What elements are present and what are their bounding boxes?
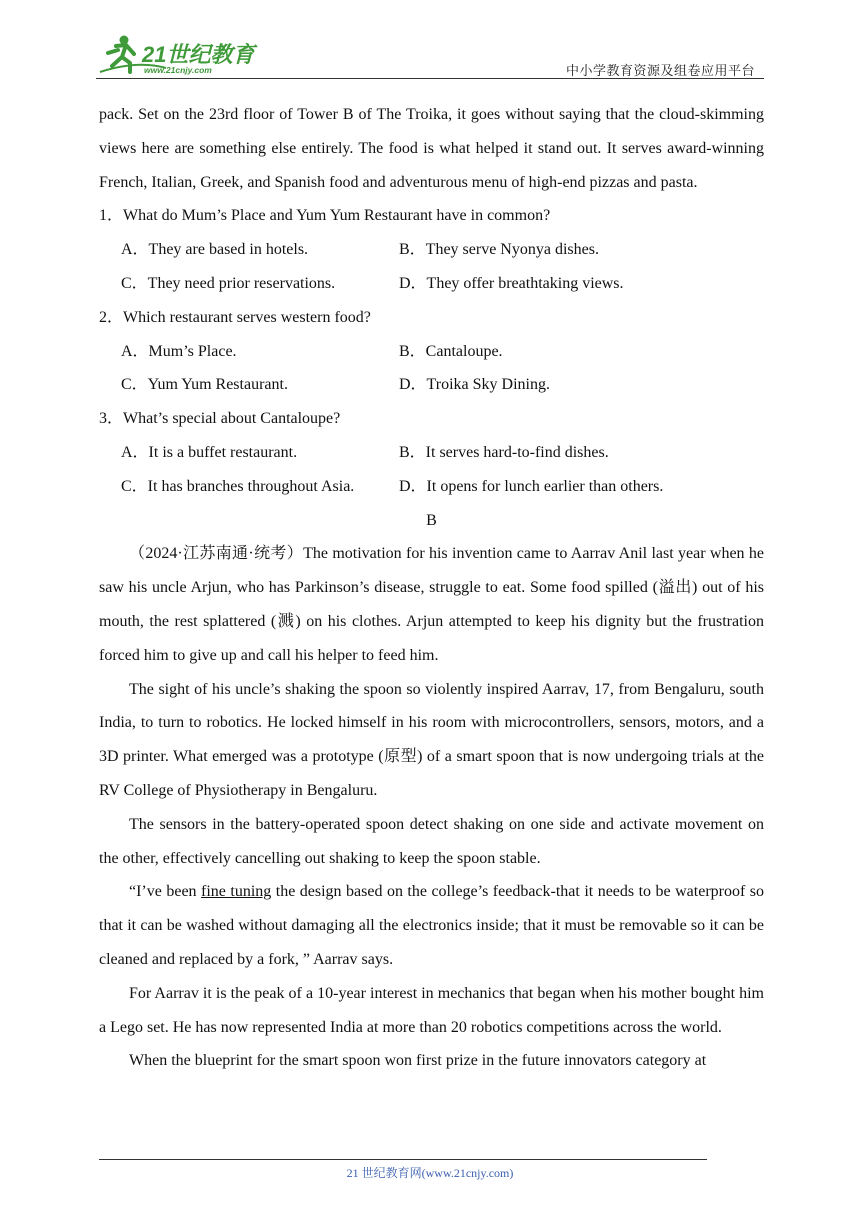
header-divider	[96, 78, 764, 79]
option-row	[99, 470, 764, 504]
paragraph: The sensors in the battery-operated spoon detect shaking on one side and activate movement on the other, effectively cancelling out shaking to keep the spoon stable.	[99, 815, 764, 867]
footer-link[interactable]: 21 世纪教育网(www.21cnjy.com)	[346, 1166, 514, 1180]
logo-text: 21世纪教育	[142, 42, 255, 67]
option-a: A．It is a buffet restaurant.	[121, 443, 298, 461]
platform-title: 中小学教育资源及组卷应用平台	[565, 63, 755, 78]
option-d: D．Troika Sky Dining.	[399, 376, 550, 394]
question-stem: 1．What do Mum’s Place and Yum Yum Restaurant have in common?	[99, 207, 551, 225]
paragraph: For Aarrav it is the peak of a 10-year interest in mechanics that began when his mother bought him a Lego set. He has now represented India at more than 20 robotics competitions across the world.	[99, 984, 764, 1036]
paragraph: （2024·江苏南通·统考）The motivation for his invention came to Aarrav Anil last year when he saw his uncle Arjun, who has Parkinson’s disease, struggle to eat. Some food spilled (溢出) out of his mouth, the rest splattered (溅) on his clothes. Arjun attempted to keep his dignity but the frustration forced him to give up and call his helper to feed him.	[99, 545, 764, 664]
section-label: B	[426, 511, 437, 529]
option-row	[99, 436, 764, 470]
option-b: B．Cantaloupe.	[399, 342, 503, 360]
paragraph	[99, 875, 764, 976]
question-1	[99, 199, 764, 300]
passage-a-ending: pack. Set on the 23rd floor of Tower B of The Troika, it goes without saying that the cloud-skimming views here are something else entirely. The food is what helped it stand out. It serves award-winning French, Italian, Greek, and Spanish food and adventurous menu of high-end pizzas and pasta.	[99, 106, 764, 191]
option-row	[99, 335, 764, 369]
question-2	[99, 301, 764, 402]
option-row	[99, 233, 764, 267]
option-c: C．They need prior reservations.	[121, 274, 336, 292]
option-row	[99, 267, 764, 301]
logo-url: www.21cnjy.com	[144, 65, 212, 75]
paragraph: When the blueprint for the smart spoon won first prize in the future innovators category at	[129, 1052, 707, 1070]
paragraph: The sight of his uncle’s shaking the spoon so violently inspired Aarrav, 17, from Bengaluru, south India, to turn to robotics. He locked himself in his room with microcontrollers, sensors, motors, and a 3D printer. What emerged was a prototype (原型) of a smart spoon that is now undergoing trials at the RV College of Physiotherapy in Bengaluru.	[99, 680, 764, 799]
question-stem: 2．Which restaurant serves western food?	[99, 308, 371, 326]
option-d: D．They offer breathtaking views.	[399, 274, 624, 292]
paragraph-text: “I’ve been	[129, 883, 202, 901]
paragraph-text: the design based on the college’s feedback-that it needs to be waterproof so that it can be washed without damaging all the electronics inside; that it must be removable so it can be cleaned and replaced by a fork, ” Aarrav says.	[99, 883, 765, 968]
document-body	[99, 98, 764, 1078]
question-3	[99, 402, 764, 503]
page-header	[0, 0, 860, 80]
logo	[96, 30, 266, 76]
option-b: B．They serve Nyonya dishes.	[399, 241, 599, 259]
option-a: A．Mum’s Place.	[121, 342, 237, 360]
option-c: C．It has branches throughout Asia.	[121, 477, 355, 495]
option-b: B．It serves hard-to-find dishes.	[399, 443, 609, 461]
question-stem: 3．What’s special about Cantaloupe?	[99, 410, 341, 428]
option-d: D．It opens for lunch earlier than others.	[399, 477, 664, 495]
option-c: C．Yum Yum Restaurant.	[121, 376, 288, 394]
option-a: A．They are based in hotels.	[121, 241, 309, 259]
underlined-phrase: fine tuning	[201, 883, 272, 901]
footer-divider	[99, 1159, 707, 1160]
option-row	[99, 368, 764, 402]
